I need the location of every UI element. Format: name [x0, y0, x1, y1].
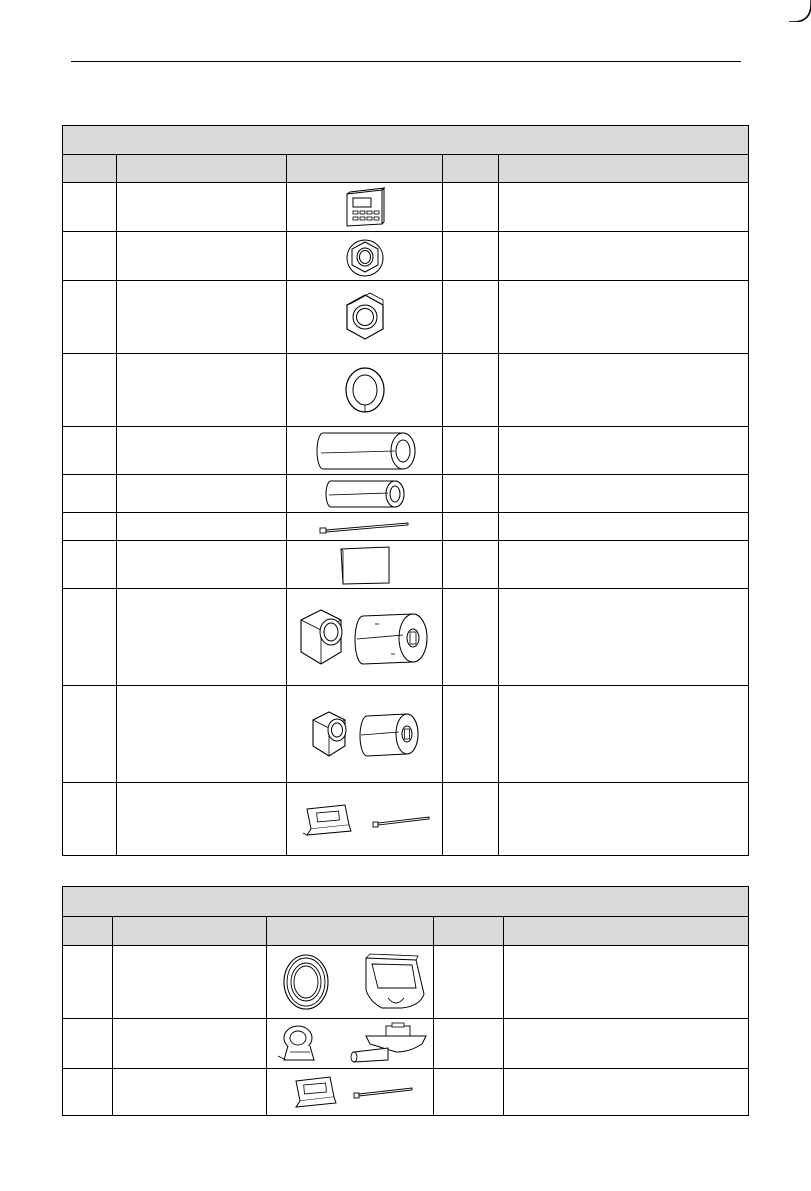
header-name [117, 155, 287, 183]
row-name [117, 354, 287, 427]
row-name [117, 427, 287, 475]
row-no [63, 475, 117, 513]
row-name [117, 183, 287, 232]
row-no [63, 589, 117, 686]
corner-crop-mark-icon [789, 0, 811, 22]
table-row [63, 354, 749, 427]
row-usage [499, 183, 749, 232]
header-qty [443, 155, 499, 183]
table-title [63, 126, 749, 155]
wired-controller-icon [340, 186, 390, 228]
row-usage [499, 589, 749, 686]
table-row [63, 783, 749, 856]
header-image [267, 917, 434, 946]
row-qty [443, 513, 499, 541]
row-no [63, 354, 117, 427]
row-name [117, 783, 287, 856]
header-usage [499, 155, 749, 183]
table-title [63, 887, 749, 917]
row-usage [499, 427, 749, 475]
row-qty [443, 183, 499, 232]
row-usage [499, 354, 749, 427]
row-name [117, 686, 287, 783]
header-rule [71, 61, 741, 62]
header-name [113, 917, 267, 946]
row-qty [443, 475, 499, 513]
row-name [113, 1069, 267, 1116]
table-row [63, 1069, 749, 1116]
header-usage [504, 917, 749, 946]
row-qty [443, 354, 499, 427]
table-row [63, 589, 749, 686]
row-usage [504, 1069, 749, 1116]
drain-joint-icon [270, 1022, 430, 1066]
row-qty [443, 686, 499, 783]
insulation-sleeve-small-icon [323, 477, 407, 511]
row-name [117, 232, 287, 281]
row-qty [443, 541, 499, 589]
row-usage [499, 541, 749, 589]
row-no [63, 1069, 113, 1116]
manual-booklet-icon [335, 543, 395, 587]
header-no [63, 155, 117, 183]
cable-tie-icon [318, 517, 412, 537]
row-no [63, 513, 117, 541]
row-no [63, 686, 117, 783]
header-qty [434, 917, 504, 946]
header-no [63, 917, 113, 946]
row-name [117, 541, 287, 589]
nut-and-sleeve-large-icon [295, 602, 435, 672]
table-row [63, 513, 749, 541]
nut-and-sleeve-small-icon [305, 704, 425, 764]
row-qty [443, 232, 499, 281]
row-name [113, 1019, 267, 1069]
seal-ring-and-drain-cap-icon [270, 950, 430, 1014]
row-qty [434, 1069, 504, 1116]
table-row [63, 183, 749, 232]
row-no [63, 946, 113, 1019]
table-row [63, 686, 749, 783]
insulation-sleeve-large-icon [313, 429, 417, 473]
row-qty [443, 589, 499, 686]
row-no [63, 427, 117, 475]
header-image [287, 155, 443, 183]
row-usage [499, 513, 749, 541]
row-name [117, 475, 287, 513]
table-row [63, 427, 749, 475]
table-row [63, 281, 749, 354]
row-no [63, 232, 117, 281]
accessories-table-outdoor [62, 886, 749, 1116]
row-usage [499, 475, 749, 513]
table-row [63, 232, 749, 281]
row-usage [504, 1019, 749, 1069]
row-no [63, 281, 117, 354]
table-row [63, 1019, 749, 1069]
row-no [63, 1019, 113, 1069]
clamp-and-tie-icon [282, 1073, 418, 1111]
row-qty [434, 946, 504, 1019]
table-row [63, 475, 749, 513]
accessories-table-indoor [62, 125, 749, 856]
table-row [63, 946, 749, 1019]
row-usage [504, 946, 749, 1019]
insulation-ring-icon [340, 362, 390, 418]
row-name [117, 281, 287, 354]
row-no [63, 783, 117, 856]
row-name [117, 589, 287, 686]
row-qty [443, 281, 499, 354]
row-usage [499, 783, 749, 856]
row-no [63, 183, 117, 232]
row-qty [434, 1019, 504, 1069]
table-row [63, 541, 749, 589]
row-qty [443, 427, 499, 475]
flanged-nut-icon [341, 234, 389, 278]
row-name [113, 946, 267, 1019]
hex-nut-icon [340, 291, 390, 343]
row-name [117, 513, 287, 541]
row-usage [499, 281, 749, 354]
row-no [63, 541, 117, 589]
clamp-and-tie-icon [297, 799, 433, 839]
row-usage [499, 686, 749, 783]
row-qty [443, 783, 499, 856]
row-usage [499, 232, 749, 281]
